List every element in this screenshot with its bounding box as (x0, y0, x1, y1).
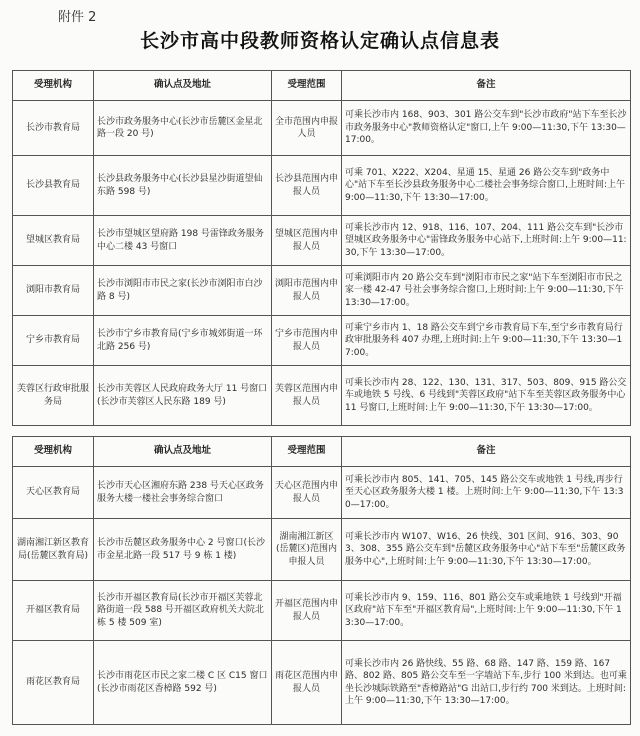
agency-cell: 天心区教育局 (13, 467, 94, 519)
scope-cell: 湖南湘江新区(岳麓区)范围内申报人员 (272, 519, 342, 581)
location-cell: 长沙市浏阳市市民之家(长沙市浏阳市白沙路 8 号) (94, 266, 272, 316)
scope-cell: 雨花区范围内申报人员 (272, 641, 342, 725)
table-row (13, 156, 631, 216)
attachment-label: 附件 2 (58, 10, 97, 25)
agency-cell: 望城区教育局 (13, 216, 94, 266)
agency-cell: 雨花区教育局 (13, 641, 94, 725)
notes-cell: 可乘长沙市内 26 路快线、55 路、68 路、147 路、159 路、167 路、802 路、805 路公交车至一字墙站下车,步行 100 米到达。也可乘坐长沙城际铁路至"香樟路站"G 出站口,步行约 700 米到达。上班时间:上午 9:00—11:30,下午 13:30—17:00。 (342, 641, 631, 725)
notes-cell: 可乘长沙市内 805、141、705、145 路公交车或地铁 1 号线,再步行至天心区政务服务大楼 1 楼。上班时间:上午 9:00—11:30,下午 13:30—17:00。 (342, 467, 631, 519)
header-notes: 备注 (342, 71, 631, 101)
agency-cell: 长沙县教育局 (13, 156, 94, 216)
scope-cell: 天心区范围内申报人员 (272, 467, 342, 519)
scope-cell: 望城区范围内申报人员 (272, 216, 342, 266)
table-part-1 (12, 70, 631, 426)
notes-cell: 可乘 701、X222、X204、星通 15、星通 26 路公交车到"政务中心"站下车至长沙县政务服务中心二楼社会事务综合窗口,上班时间:上午 9:00—11:30,下午 13:30—17:00。 (342, 156, 631, 216)
scope-cell: 长沙县范围内申报人员 (272, 156, 342, 216)
table-row (13, 467, 631, 519)
table-row (13, 316, 631, 366)
scope-cell: 宁乡市范围内申报人员 (272, 316, 342, 366)
agency-cell: 宁乡市教育局 (13, 316, 94, 366)
notes-cell: 可乘长沙市内 9、159、116、801 路公交车或乘地铁 1 号线到"开福区政府"站下车至"开福区教育局",上班时间:上午 9:00—11:30,下午 13:30—17:00。 (342, 581, 631, 641)
table-part-2 (12, 436, 631, 725)
notes-cell: 可乘浏阳市内 20 路公交车到"浏阳市市民之家"站下车至浏阳市市民之家一楼 42-47 号社会事务综合窗口,上班时间:上午 9:00—11:30,下午 13:30—17:00。 (342, 266, 631, 316)
agency-cell: 湖南湘江新区教育局(岳麓区教育局) (13, 519, 94, 581)
location-cell: 长沙市开福区教育局(长沙市开福区芙蓉北路街道一段 588 号开福区政府机关大院北栋 5 楼 509 室) (94, 581, 272, 641)
header-location: 确认点及地址 (94, 71, 272, 101)
location-cell: 长沙县政务服务中心(长沙县星沙街道望仙东路 598 号) (94, 156, 272, 216)
agency-cell: 长沙市教育局 (13, 101, 94, 156)
location-cell: 长沙市望城区望府路 198 号雷锋政务服务中心二楼 43 号窗口 (94, 216, 272, 266)
agency-cell: 芙蓉区行政审批服务局 (13, 366, 94, 426)
location-cell: 长沙市雨花区市民之家二楼 C 区 C15 窗口(长沙市雨花区香樟路 592 号) (94, 641, 272, 725)
header-location: 确认点及地址 (94, 437, 272, 467)
scope-cell: 浏阳市范围内申报人员 (272, 266, 342, 316)
scope-cell: 芙蓉区范围内申报人员 (272, 366, 342, 426)
notes-cell: 可乘长沙市内 28、122、130、131、317、503、809、915 路公交车或地铁 5 号线、6 号线到"芙蓉区政府"站下车至芙蓉区政务服务中心 11 号窗口,上班时间:上午 9:00—11:30,下午 13:30—17:00。 (342, 366, 631, 426)
agency-cell: 开福区教育局 (13, 581, 94, 641)
location-cell: 长沙市宁乡市教育局(宁乡市城郊街道一环北路 256 号) (94, 316, 272, 366)
scope-cell: 全市范围内申报人员 (272, 101, 342, 156)
header-scope: 受理范围 (272, 71, 342, 101)
location-cell: 长沙市政务服务中心(长沙市岳麓区金星北路一段 20 号) (94, 101, 272, 156)
notes-cell: 可乘长沙市内 12、918、116、107、204、111 路公交车到"长沙市望城区政务服务中心"雷锋政务服务中心站下,上班时间:上午 9:00—11:30,下午 13:30—17:00。 (342, 216, 631, 266)
header-agency: 受理机构 (13, 437, 94, 467)
table-row (13, 581, 631, 641)
table-row (13, 519, 631, 581)
scope-cell: 开福区范围内申报人员 (272, 581, 342, 641)
table-row (13, 101, 631, 156)
header-scope: 受理范围 (272, 437, 342, 467)
agency-cell: 浏阳市教育局 (13, 266, 94, 316)
table-row (13, 641, 631, 725)
table-row (13, 216, 631, 266)
header-notes: 备注 (342, 437, 631, 467)
location-cell: 长沙市天心区湘府东路 238 号天心区政务服务大楼一楼社会事务综合窗口 (94, 467, 272, 519)
header-agency: 受理机构 (13, 71, 94, 101)
table-row (13, 266, 631, 316)
location-cell: 长沙市岳麓区政务服务中心 2 号窗口(长沙市金星北路一段 517 号 9 栋 1 楼) (94, 519, 272, 581)
page-title: 长沙市高中段教师资格认定确认点信息表 (139, 30, 500, 52)
location-cell: 长沙市芙蓉区人民政府政务大厅 11 号窗口(长沙市芙蓉区人民东路 189 号) (94, 366, 272, 426)
notes-cell: 可乘长沙市内 168、903、301 路公交车到"长沙市政府"站下车至长沙市政务服务中心"教师资格认定"窗口,上午 9:00—11:30,下午 13:30—17:00。 (342, 101, 631, 156)
table-row (13, 366, 631, 426)
notes-cell: 可乘长沙市内 W107、W16、26 快线、301 区间、916、303、903、308、355 路公交车到"岳麓区政务服务中心"站下车至"岳麓区政务服务中心",上班时间:上午 9:00—11:30,下午 13:30—17:00。 (342, 519, 631, 581)
notes-cell: 可乘宁乡市内 1、18 路公交车到宁乡市教育局下车,至宁乡市教育局行政审批服务科 407 办理,上班时间:上午 9:00—11:30,下午 13:30—17:00。 (342, 316, 631, 366)
